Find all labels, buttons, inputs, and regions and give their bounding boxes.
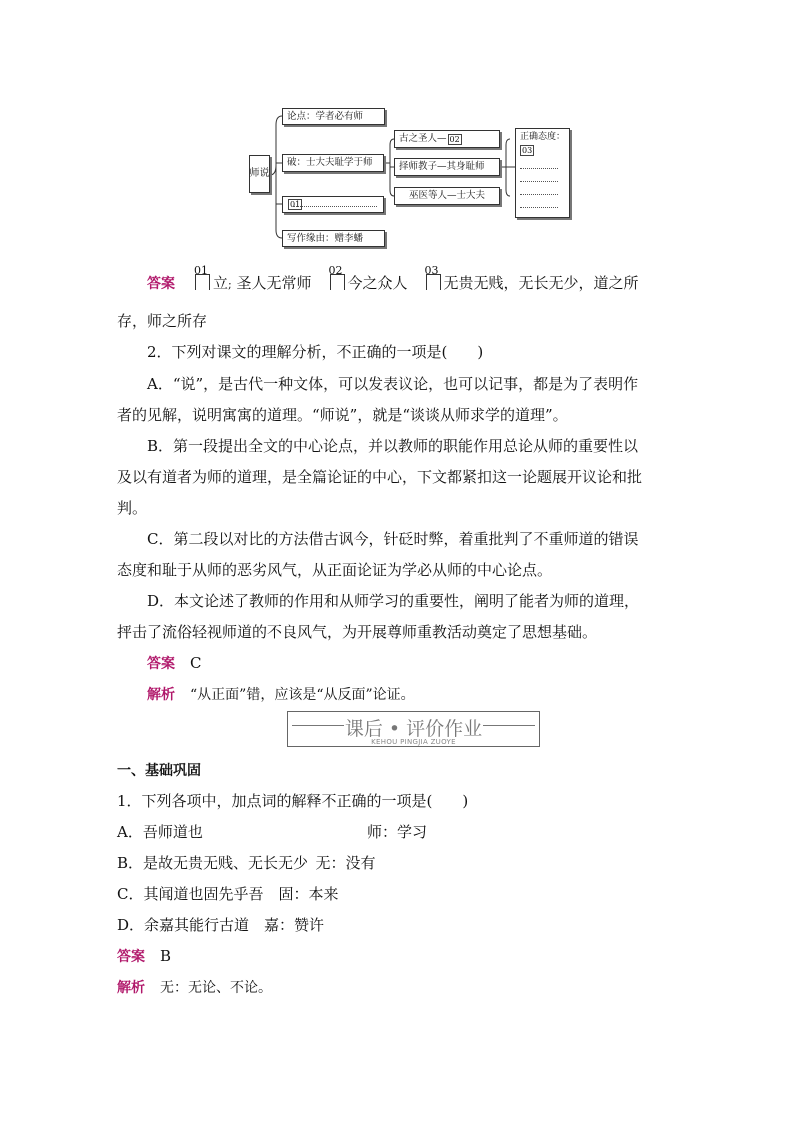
section-heading: 一、基础巩固	[117, 763, 201, 779]
q2-answer	[147, 653, 201, 673]
root-label: 师说	[249, 168, 270, 180]
thesis-label: 论点：学者必有师	[287, 110, 364, 122]
option-a: A．“说”，是古代一种文体，可以发表议论，也可以记事，都是为了表明作	[147, 375, 639, 393]
option-text: A．吾师道也	[117, 823, 203, 841]
q2-explanation	[147, 684, 415, 704]
option-c: C．第二段以对比的方法借古讽今，针砭时弊，着重批判了不重师道的错误	[147, 530, 639, 548]
structure-diagram	[0, 0, 794, 260]
sub1-box	[394, 130, 500, 148]
explanation-text: 无：无论、不论。	[160, 980, 272, 996]
refute-box	[282, 154, 384, 172]
refute-label: 破：士大夫耻学于师	[287, 157, 373, 169]
answer-text: 无贵无贱，无长无少，道之所	[443, 274, 639, 292]
option-gloss: 师：学习	[367, 823, 428, 841]
question-stem: 1．下列各项中，加点词的解释不正确的一项是( )	[117, 792, 469, 810]
explanation-label: 解析	[117, 980, 145, 996]
sub2-label: 择师教子—其身耻师	[399, 161, 485, 173]
answer-text: 今之众人	[347, 274, 408, 292]
thesis-box	[282, 108, 385, 125]
answer-value: B	[160, 947, 172, 965]
attitude-dotted-line	[520, 198, 558, 208]
question-stem: 2．下列对课文的理解分析，不正确的一项是( )	[147, 343, 484, 361]
option-d	[117, 914, 324, 935]
option-b-cont: 判。	[117, 499, 148, 517]
sub3-box	[394, 187, 500, 205]
root-box	[249, 155, 270, 193]
attitude-mark: 03	[522, 145, 533, 155]
option-gloss: 嘉：赞许	[264, 916, 325, 934]
answer1-line: 答案 01 立; 圣人无常师 02 今之众人 03 无贵无贱，无长无少，道之所	[147, 264, 639, 292]
answer-mark-number: 02	[328, 264, 343, 277]
banner-subtitle: KEHOU PINGJIA ZUOYE	[371, 738, 456, 746]
answer-text: 存，师之所存	[117, 312, 208, 330]
blank-box	[282, 196, 384, 213]
answer-mark	[194, 264, 210, 290]
sub1-label: 古之圣人—	[399, 133, 447, 145]
explanation-text: “从正面”错，应该是“从反面”论证。	[190, 687, 415, 703]
attitude-box	[515, 128, 570, 218]
option-text: D．余嘉其能行古道	[117, 916, 250, 934]
sub2-box	[394, 158, 500, 176]
answer-mark	[424, 264, 441, 290]
option-d-cont: 抨击了流俗轻视师道的不良风气，为开展尊师重教活动奠定了思想基础。	[117, 623, 598, 641]
option-c-cont: 态度和耻于从师的恶劣风气，从正面论证为学必从师的中心论点。	[117, 561, 553, 579]
option-gloss: 固：本来	[278, 885, 339, 903]
option-a	[117, 821, 428, 842]
answer-mark-number: 01	[194, 264, 208, 277]
option-a-cont: 者的见解，说明寓寓的道理。“师说”，就是“谈谈从师求学的道理”。	[117, 406, 568, 424]
option-b: B．第一段提出全文的中心论点，并以教师的职能作用总论从师的重要性以	[147, 437, 639, 455]
answer-label: 答案	[147, 656, 175, 672]
attitude-dotted-line	[520, 185, 558, 195]
answer-label: 答案	[117, 949, 145, 965]
reason-box	[282, 230, 385, 247]
option-text: B．是故无贵无贱、无长无少	[117, 854, 309, 872]
option-text: C．其闻道也固先乎吾	[117, 885, 264, 903]
section-banner	[287, 711, 540, 747]
blank-mark: 01	[290, 200, 301, 209]
answer-label: 答案	[147, 276, 175, 292]
attitude-dotted-line	[520, 159, 558, 169]
s1-explanation	[117, 977, 272, 997]
answer1-line-2	[117, 310, 207, 331]
option-b	[117, 852, 376, 873]
attitude-dotted-line	[520, 172, 558, 182]
sub1-mark: 02	[449, 134, 460, 144]
s1-answer	[117, 946, 171, 966]
option-c	[117, 883, 339, 904]
answer-text: 圣人无常师	[236, 274, 312, 292]
answer-text: 立	[213, 274, 229, 292]
reason-label: 写作缘由：赠李蟠	[287, 232, 364, 244]
attitude-label: 正确态度：	[520, 132, 566, 142]
sub3-label: 巫医等人—士大夫	[408, 190, 485, 202]
option-d: D．本文论述了教师的作用和从师学习的重要性，阐明了能者为师的道理，	[147, 592, 640, 610]
answer-mark-number: 03	[424, 264, 439, 277]
option-b-cont: 及以有道者为师的道理，是全篇论证的中心，下文都紧扣这一论题展开议论和批	[117, 468, 643, 486]
option-gloss: 无：没有	[315, 854, 376, 872]
answer-value: C	[190, 654, 202, 672]
blank-dotted-line	[293, 206, 377, 207]
explanation-label: 解析	[147, 687, 175, 703]
answer-mark	[328, 264, 345, 290]
banner-title: 课后 • 评价作业	[344, 718, 483, 740]
